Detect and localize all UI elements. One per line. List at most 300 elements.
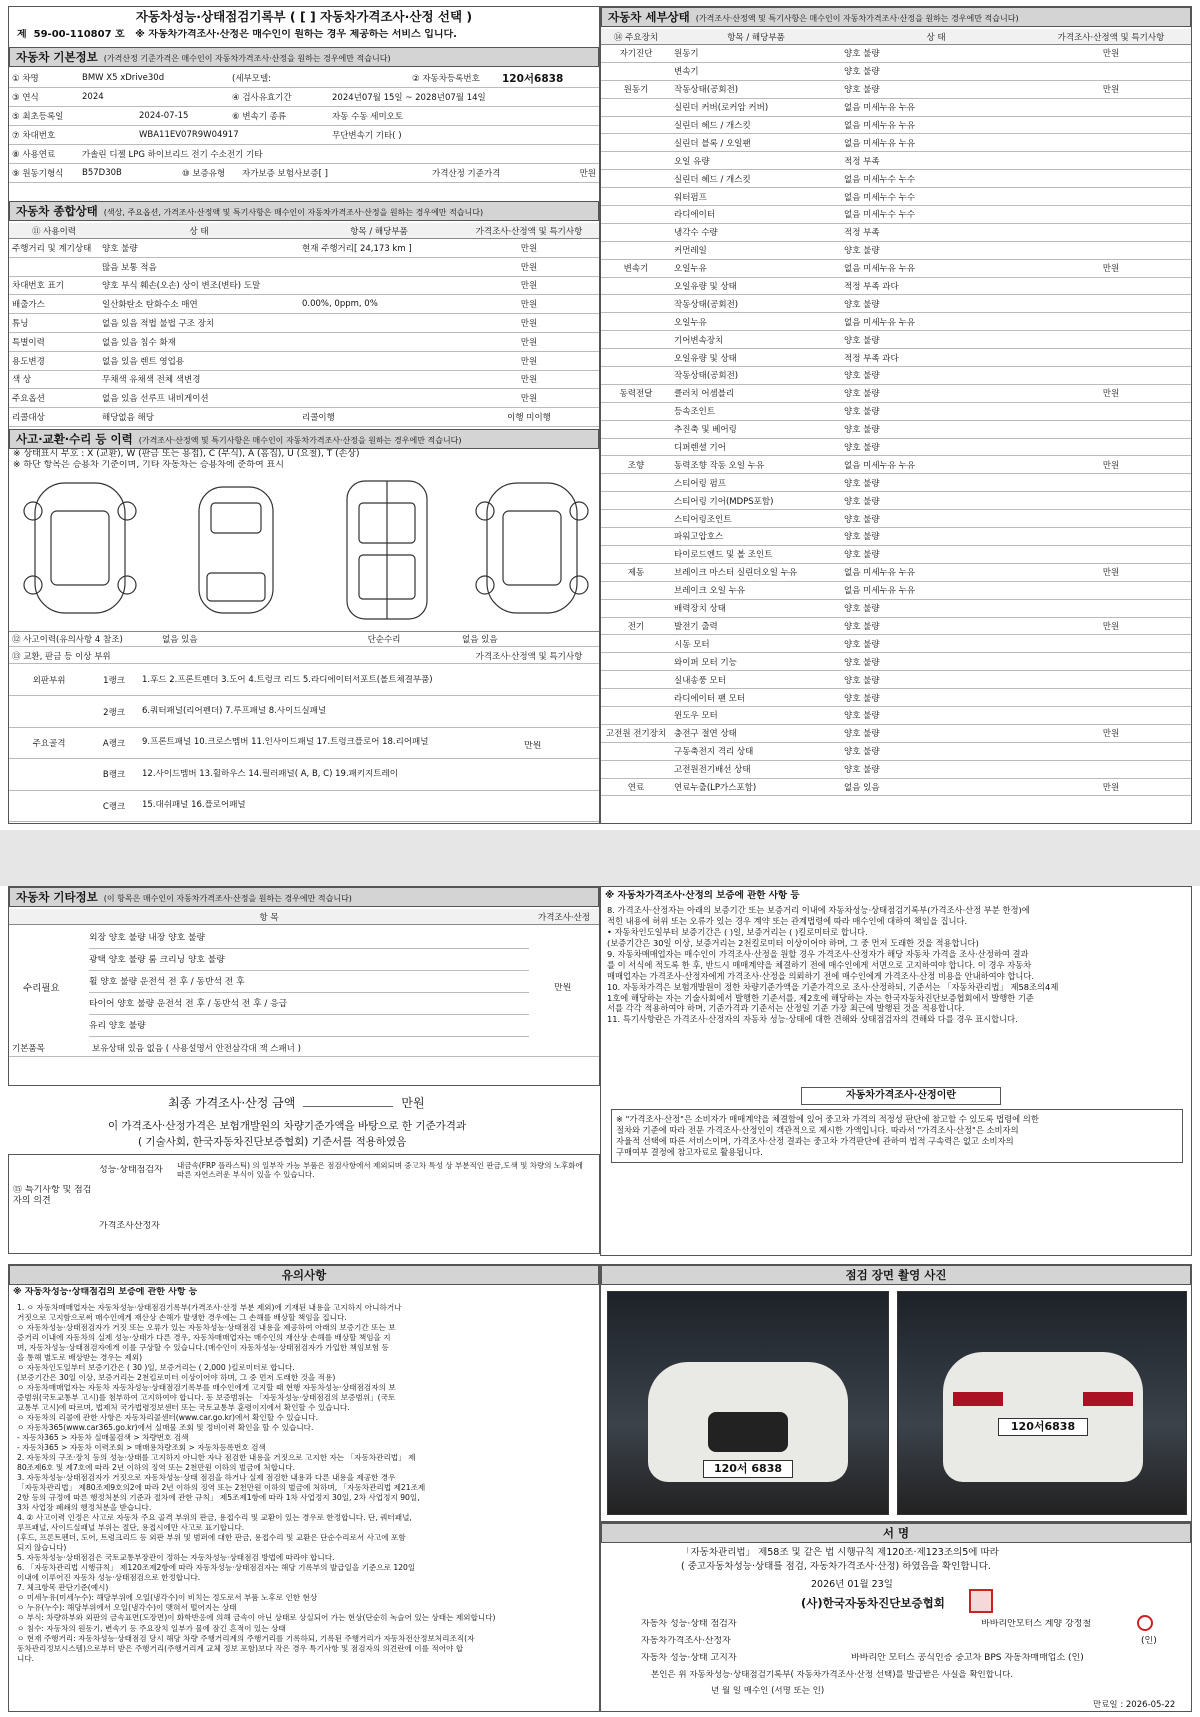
detail-price: 만원 — [1102, 782, 1120, 793]
rear-plate: 120서6838 — [998, 1418, 1088, 1436]
detail-item: 실린더 커버(로커암 커버) — [674, 103, 769, 114]
sign-org: (사)한국자동차진단보증협회 — [801, 1597, 945, 1610]
text-line: (보증기간은 30일 이상, 보증거리는 2천킬로미터 이상이어야 하며, 그 중 먼저 도래한 것을 적용) — [17, 1373, 336, 1383]
detail-row — [601, 134, 1191, 152]
detail-state: 양호 불량 — [844, 67, 880, 78]
overall-row — [9, 371, 599, 390]
detail-state: 양호 불량 — [844, 49, 880, 60]
detail-item: 등속조인트 — [674, 407, 716, 418]
detail-row — [601, 242, 1191, 260]
final-price-label: 최종 가격조사·산정 금액 — [168, 1096, 296, 1110]
overall-rows — [9, 239, 599, 427]
page-separator — [0, 830, 1200, 886]
parts-group: 외판부위 — [32, 676, 66, 687]
expiry-date: 만료일 : 2026-05-22 — [1093, 1700, 1176, 1710]
detail-row — [601, 779, 1191, 797]
text-line: 며, 자동차성능·상태점검자에게 이를 구상할 수 있습니다.(매수인이 자동차성능·상태점검자가 가입한 책임보험 등 — [17, 1343, 389, 1353]
text-line: 을 통해 별도로 배상받는 경우는 제외) — [17, 1353, 143, 1363]
detail-state: 없음 미세누유 누유 — [844, 121, 916, 131]
detail-state: 적정 부족 과다 — [844, 282, 899, 293]
overall-row — [9, 258, 599, 277]
text-line: 6. 「자동차관리법 시행규칙」 제120조제2항에 따라 자동차성능·상태점검자는 해당 기록부의 발급일을 기준으로 120일 — [17, 1563, 416, 1573]
parts-list: 15.대쉬패널 16.플로어패널 — [142, 800, 246, 811]
overall-row-price: 만원 — [520, 394, 538, 405]
text-line: 4. ② 사고이력 인정은 사고로 자동차 주요 골격 부위의 판금, 용접수리 및 교환이 있는 경우로 한정합니다. 단, 쿼터패널, — [17, 1513, 412, 1523]
detail-row — [601, 331, 1191, 349]
detail-row — [601, 403, 1191, 421]
photos-header: 점검 장면 촬영 사진 — [601, 1265, 1191, 1285]
detail-row — [601, 224, 1191, 242]
text-line: ㅇ 자동차365(www.car365.go.kr)에서 실매물 조회 및 정비이력 확인을 할 수 있습니다. — [17, 1423, 314, 1433]
detail-item: 오일유량 및 상태 — [674, 353, 737, 364]
parts-rank: 2랭크 — [103, 707, 125, 718]
detail-item: 커먼레일 — [674, 246, 707, 257]
other-rows — [89, 927, 529, 1037]
detail-item: 오일누유 — [674, 317, 707, 328]
fuel-options: 가솔린 디젤 LPG 하이브리드 전기 수소전기 기타 — [82, 150, 263, 160]
detail-item: 고전원전기배선 상태 — [674, 765, 751, 776]
detail-item: 실내송풍 모터 — [674, 675, 726, 686]
detail-group: 원동기 — [623, 85, 649, 96]
other-row: 유리 양호 불량 — [89, 1015, 529, 1037]
detail-row — [601, 671, 1191, 689]
right-column — [600, 6, 1192, 824]
detail-item: 실린더 헤드 / 개스킷 — [674, 174, 751, 185]
detail-item: 작동상태(공회전) — [674, 299, 739, 310]
text-line: 5. 자동차성능·상태점검은 국토교통부장관이 정하는 자동차성능·상태점검 방법에 따라야 합니다. — [17, 1553, 335, 1563]
overall-row-state: 양호 부식 훼손(오손) 상이 변조(변타) 도말 — [102, 281, 261, 292]
basic-info-header: 자동차 기본정보 (가격산정 기준가격은 매수인이 자동차가격조사·산정을 원하는 경우에만 적습니다) — [9, 47, 599, 67]
text-line: 교통부 고시)에 따르며, 법제처 국가법령정보센터 또는 국토교통부 훈령이지에서 확인할 수 있습니다. — [17, 1403, 350, 1413]
text-line: ※ "가격조사·산정"은 소비자가 매매계약을 체결함에 있어 중고차 가격의 적정성 판단에 참고할 수 있도록 법령에 의한 — [616, 1114, 1039, 1124]
overall-row-label: 주행거리 및 계기상태 — [12, 243, 92, 254]
detail-state: 양호 불량 — [844, 407, 880, 418]
overall-row-price: 만원 — [520, 243, 538, 254]
price-warranty-section: ※ 자동차가격조사·산정의 보증에 관한 사항 등 8. 가격조사·산정자는 아래의 보증기간 또는 보증거리 이내에 자동차성능·상태점검기록부(가격조사·산정 부분 한정)에 적힌 내용에 허위 또는 오류가 있는 경우 계약 또는 관계법령에 따라 매수인에 대하여 책임을 집니다. • 자동차인도일부터 보증기간은 ( )일, 보증거리는 ( )킬로미터로 합니다. (보증기간은 30일 이상, 보증거리는 2천킬로미터 이상이어야 하며, 그 중 먼저 도래한 것을 적용합니다) 9. 자동차매매업자는 매수인이 가격조사·산정을 원할 경우 가격조사·산정자가 해당 자동차 가격을 조사·산정하여 결과 를 이 서식에 적도록 한 후, 반드시 매매계약을 체결하기 전에 매수인에게 서면으로 고지하여야 합니다. 이 경우 자동차 매매업자는 가격조사·산정자에게 가격조사·산정을 의뢰하기 전에 매수인에게 가격조사·산정 비용을 안내하여야 합니다. 10. 자동차가격은 보험개발원이 정한 차량기준가액을 기준가격으로 조사·산정하되, 기준서는 「자동차관리법」 제58조의4제 1호에 해당하는 자는 기술사회에서 발행한 기준서를, 제2호에 해당하는 자는 한국자동차진단보증협회에서 발행한 기준 서를 각각 적용하여야 하며, 기준가격과 기준서는 산정일 기준 가장 최근에 발행된 것을 적용합니다. 11. 특기사항란은 가격조사·산정자의 자동차 성능·상태에 대한 견해와 상태점검자의 견해와 다를 경우 표시합니다. 자동차가격조사·산정이란 ※ "가격조사·산정"은 소비자가 매매계약을 체결함에 있어 중고차 가격의 적정성 판단에 참고할 수 있도록 법령에 의한 절차와 기준에 따라 전문 가격조사·산정인이 객관적으로 제시한 가액입니다. 따라서 "가격조사·산정"은 소비자의 자율적 선택에 따른 서비스이며, 가격조사·산정 결과는 중고차 가격판단에 관하여 법적 구속력은 없고 소비자의 구매여부 결정에 참고자료로 활용됩니다. — [600, 886, 1192, 1256]
detail-item: 배력장치 상태 — [674, 604, 726, 615]
overall-row-price: 만원 — [520, 300, 538, 311]
overall-row-label: 배출가스 — [12, 300, 45, 311]
parts-rows — [9, 665, 599, 822]
detail-state: 양호 불량 — [844, 729, 880, 740]
detail-state: 없음 미세누수 누수 — [844, 174, 916, 185]
detail-price: 만원 — [1102, 621, 1120, 632]
overall-state-table: ⑪ 사용이력 상 태 항목 / 해당부품 가격조사·산정액 및 특기사항 주행거리 및 계기상태 양호 불량 현재 주행거리[ 24,173 km ] 만원 많음 보통 적음 만원 차대번호 표기 양호 부식 훼손(오손) 상이 변조(변타) 도말 만원 배출가스 일산화탄소 탄화수소 매연 0.00%, 0ppm, 0% 만원 튜닝 없음 있음 적법 불법 구조 장치 만원 특별이력 없음 있음 침수 화재 만원 용도변경 없음 있음 렌트 영업용 만원 색 상 무채색 유채색 전체 색변경 만원 주요옵션 없음 있음 선루프 내비게이션 만원 리콜대상 해당없음 해당 리콜이행 이행 미이행 — [9, 223, 599, 429]
text-line: 구매여부 결정에 참고자료로 활용됩니다. — [616, 1146, 763, 1157]
detail-price: 만원 — [1102, 460, 1120, 471]
detail-state: 없음 미세누유 누유 — [844, 264, 916, 275]
overall-state-header: 자동차 종합상태 (색상, 주요옵션, 가격조사·산정액 및 특기사항은 매수인이 자동차가격조사·산정을 원하는 경우에만 적습니다) — [9, 201, 599, 221]
overall-row-label: 색 상 — [12, 375, 32, 386]
detail-state: 없음 미세누수 누수 — [844, 210, 916, 221]
detail-row — [601, 618, 1191, 636]
detail-state: 양호 불량 — [844, 765, 880, 776]
car-side-right-diagram — [476, 483, 588, 613]
detail-item: 변속기 — [674, 67, 699, 78]
parts-list: 12.사이드멤버 13.휠하우스 14.필러패널( A, B, C) 19.패키지트레이 — [142, 768, 398, 779]
detail-rows — [601, 45, 1191, 796]
accident-legend-2: ※ 하단 항목은 승용차 기준이며, 기타 자동차는 승용차에 준하여 표시 — [13, 460, 284, 470]
signature-section: 서 명 「자동차관리법」 제58조 및 같은 법 시행규칙 제120조·제123조의5에 따라 ( 중고자동차성능·상태를 점검, 자동차가격조사·산정) 하였음을 확인합니다. 2026년 01월 23일 (사)한국자동차진단보증협회 자동차 성능·상태 점검자 바바리안모터스 계양 강정철 자동차가격조사·산정자 (인) 자동차 성능·상태 고지자 바바리안 모터스 공식인증 중고차 BPS 자동차매매업소 (인) 본인은 위 자동차성능·상태점검기록부( 자동차가격조사·산정 선택)를 발급받은 사실을 확인합니다. 년 월 일 매수인 (서명 또는 인) 만료일 : 2026-05-22 — [600, 1522, 1192, 1712]
overall-row — [9, 277, 599, 296]
text-line: ㅇ 자동차매매업자는 자동차 자동차성능·상태점검기록부를 매수인에게 고지할 때 현행 자동차성능·상태점검자의 보 — [17, 1383, 396, 1393]
inspection-page-2 — [0, 886, 1200, 1717]
other-row: 광택 양호 불량 룸 크리닝 양호 불량 — [89, 949, 529, 971]
detail-item: 추진축 및 베어링 — [674, 425, 737, 436]
detail-row — [601, 349, 1191, 367]
detail-state: 양호 불량 — [844, 299, 880, 310]
detail-item: 오일유량 및 상태 — [674, 282, 737, 293]
detail-row — [601, 600, 1191, 618]
text-line: 증범위(국토교통부 고시)를 첨부하여 고지하여야 합니다. 동 보증범위는 「자동차성능·상태점검의 보증범위」(국토 — [17, 1393, 396, 1403]
detail-group: 조향 — [627, 460, 645, 471]
text-line: 적힌 내용에 허위 또는 오류가 있는 경우 계약 또는 관계법령에 따라 매수인에 대하여 책임을 집니다. — [607, 915, 968, 926]
detail-row — [601, 45, 1191, 63]
detail-state: 없음 미세누유 누유 — [844, 138, 916, 149]
text-line: 매매업자는 가격조사·산정자에게 가격조사·산정을 의뢰하기 전에 매수인에게 가격조사·산정 비용을 안내하여야 합니다. — [607, 970, 1035, 981]
detail-row — [601, 421, 1191, 439]
detail-price: 만원 — [1102, 264, 1120, 275]
parts-list: 6.쿼터패널(리어펜더) 7.루프패널 8.사이드실패널 — [142, 706, 327, 717]
parts-list: 9.프론트패널 10.크로스멤버 11.인사이드패널 17.트렁크플로어 18.리어패널 — [142, 737, 429, 748]
detail-item: 시동 모터 — [674, 639, 710, 650]
overall-row-label: 주요옵션 — [12, 394, 45, 405]
detail-item: 실린더 블록 / 오일팬 — [674, 138, 751, 149]
detail-state: 양호 불량 — [844, 85, 880, 96]
detail-price: 만원 — [1102, 389, 1120, 400]
detail-state: 양호 불량 — [844, 532, 880, 543]
detail-state: 양호 불량 — [844, 639, 880, 650]
text-line: ㅇ 자동차성능·상태점검자가 거짓 또는 오류가 있는 자동차성능·상태점검 내용을 제공하여 아래의 보증기간 또는 보 — [17, 1323, 396, 1333]
parts-rank: 1랭크 — [103, 676, 125, 687]
detail-item: 윈도우 모터 — [674, 711, 718, 722]
detail-state: 양호 불량 — [844, 693, 880, 704]
other-info-header: 자동차 기타정보 (이 항목은 매수인이 자동차가격조사·산정을 원하는 경우에만 적습니다) — [9, 887, 599, 907]
text-line: 1. ㅇ 자동차매매업자는 자동차성능·상태점검기록부(가격조사·산정 부분 제외)에 기재된 내용을 고지하지 아니하거나 — [17, 1303, 402, 1312]
overall-row-state: 무채색 유채색 전체 색변경 — [102, 375, 201, 386]
inspection-validity: 2024년07월 15일 ~ 2028년07월 14일 — [332, 93, 486, 103]
detail-row — [601, 295, 1191, 313]
doc-number: 59-00-110807 — [33, 29, 112, 40]
vin-value: WBA11EV07R9W04917 — [139, 130, 239, 140]
price-definition-text — [611, 1109, 1183, 1163]
rear-photo — [897, 1291, 1187, 1515]
detail-row — [601, 689, 1191, 707]
detail-item: 스티어링 기어(MDPS포함) — [674, 496, 774, 507]
inspector-seal — [1137, 1615, 1153, 1631]
detail-row — [601, 81, 1191, 99]
overall-row-price: 만원 — [520, 319, 538, 330]
car-rear-body — [943, 1352, 1143, 1482]
detail-state: 양호 불량 — [844, 747, 880, 758]
overall-row-state: 없음 있음 선루프 내비게이션 — [102, 394, 209, 405]
overall-row-price: 만원 — [520, 356, 538, 367]
basic-info-table: ① 차명 BMW X5 xDrive30d (세부모델: ② 자동차등록번호 120서6838 ③ 연식 2024 ④ 검사유효기간 2024년07월 15일 ~ 2028년07월 14일 ⑤ 최초등록일 2024-07-15 ⑥ 변속기 종류 자동 수동 세미오토 ⑦ 차대번호 WBA11EV07R9W04917 무단변속기 기타( ) ⑧ 사용연료 가솔린 디젤 LPG 하이브리드 전기 수소전기 기타 ⑨ 원동기형식 B57D30B ⑩ 보증유형 자가보증 보험사보증[ ] 가격산정 기준가격 만원 — [9, 69, 599, 201]
detail-item: 충전구 절연 상태 — [674, 729, 737, 740]
detail-state: 양호 불량 — [844, 514, 880, 525]
text-line: 3차 사업장 폐쇄의 행정처분을 받습니다. — [17, 1503, 152, 1513]
text-line: ㅇ 침수: 자동차의 원동기, 변속기 등 주요장치 일부가 물에 잠긴 흔적이 있는 상태 — [17, 1623, 286, 1633]
text-line: 「자동차관리법」 제80조제9호의2에 따라 2년 이하의 징역 또는 2천만원 이하의 벌금에 처하며, 「자동차관리법 제21조제 — [17, 1483, 426, 1493]
overall-row-state: 없음 있음 적법 불법 구조 장치 — [102, 319, 215, 330]
text-line: 7. 체크항목 판단기준(예시) — [17, 1583, 109, 1593]
text-line: 80조제6호 및 제7호에 따라 2년 이하의 징역 또는 2천만원 이하의 벌금에 처합니다. — [17, 1463, 296, 1473]
car-top-diagram — [347, 481, 427, 619]
detail-state: 없음 미세누유 누유 — [844, 317, 916, 328]
car-side-left-diagram — [24, 483, 136, 613]
parts-row — [9, 791, 599, 822]
detail-item: 냉각수 수량 — [674, 228, 718, 239]
overall-row — [9, 295, 599, 314]
detail-row — [601, 63, 1191, 81]
detail-item: 작동상태(공회전) — [674, 85, 739, 96]
detail-row — [601, 761, 1191, 779]
detail-item: 브레이크 마스터 실린더오일 누유 — [674, 568, 798, 579]
detail-state: 양호 불량 — [844, 371, 880, 382]
detail-row — [601, 707, 1191, 725]
detail-item: 와이퍼 모터 기능 — [674, 657, 737, 668]
overall-row — [9, 389, 599, 408]
final-price-section: 최종 가격조사·산정 금액 만원 이 가격조사·산정가격은 보험개발원의 차량기준가액을 바탕으로 한 기준가격과 ( 기술사회, 한국자동차진단보증협회) 기준서를 적용하였음 ⑮ 특기사항 및 점검자의 의견 성능·상태점검자 내금속(FRP 플라스틱) 의 일부작 가능 부품은 점검사항에서 제외되며 중고차 특성 상 부분적인 판금,도색 및 차량의 노후화에 따른 자연스러운 부식이 있을 수 있습니다. 가격조사산정자 — [8, 1086, 600, 1256]
overall-row-label: 튜닝 — [12, 319, 29, 330]
signature-header: 서 명 — [601, 1523, 1191, 1543]
detail-row — [601, 564, 1191, 582]
detail-row — [601, 385, 1191, 403]
reg-number: 120서6838 — [502, 72, 564, 85]
text-line: - 자동차365 > 자동차 이력조회 > 매매용차량조회 > 자동차등록번호 검색 — [17, 1443, 266, 1453]
text-line: ㅇ 누유(누수): 해당부위에서 오일(냉각수)이 맺혀서 떨어지는 상태 — [17, 1603, 237, 1613]
detail-state-header: 자동차 세부상태 (가격조사·산정액 및 특기사항은 매수인이 자동차가격조사·산정을 원하는 경우에만 적습니다) — [601, 7, 1191, 27]
detail-item: 워터펌프 — [674, 192, 707, 203]
text-line: 절차와 기준에 따라 전문 가격조사·산정인이 객관적으로 제시한 가액입니다. 따라서 "가격조사·산정"은 소비자의 — [616, 1124, 1019, 1135]
detail-state: 양호 불량 — [844, 496, 880, 507]
overall-row-item: 리콜이행 — [302, 413, 335, 424]
text-line: ㅇ 부식: 차량하부와 외판의 금속표면(도장면)이 화학반응에 의해 금속이 아닌 상태로 상실되어 가는 현상(단순히 녹슬어 있는 상태는 제외합니다) — [17, 1613, 496, 1623]
text-line: ㅇ 현재 주행거리: 자동차성능·상태점검 당시 해당 차량 주행거리계의 주행거리를 기록하되, 기록된 주행거리가 자동차전산정보처리조직(자 — [17, 1633, 475, 1643]
text-line: 10. 자동차가격은 보험개발원이 정한 차량기준가액을 기준가격으로 조사·산정하되, 기준서는 「자동차관리법」 제58조의4제 — [607, 981, 1059, 992]
parts-header-row: ⑬ 교환, 판금 등 이상 부위 가격조사·산정액 및 특기사항 — [9, 648, 599, 664]
detail-row — [601, 725, 1191, 743]
detail-row — [601, 474, 1191, 492]
detail-group: 제동 — [627, 568, 645, 579]
text-line: 서를 각각 적용하여야 하며, 기준가격과 기준서는 산정일 기준 가장 최근에 발행된 것을 적용합니다. — [607, 1003, 965, 1014]
parts-row — [9, 728, 599, 759]
vehicle-diagram — [17, 473, 593, 627]
accident-history-row: ⑫ 사고이력(유의사항 4 참조) 없음 있음 단순수리 없음 있음 — [9, 631, 599, 647]
text-line: 11. 특기사항란은 가격조사·산정자의 자동차 성능·상태에 대한 견해와 상태점검자의 견해와 다를 경우 표시합니다. — [607, 1014, 1018, 1025]
overall-row-state: 많음 보통 적음 — [102, 262, 157, 273]
other-row: 외장 양호 불량 내장 양호 불량 — [89, 927, 529, 949]
parts-rank: C랭크 — [102, 801, 126, 812]
sign-date: 2026년 01월 23일 — [811, 1579, 893, 1590]
detail-item: 타이로드엔드 및 볼 조인트 — [674, 550, 773, 561]
detail-item: 기어변속장치 — [674, 335, 724, 346]
front-plate: 120서 6838 — [703, 1460, 793, 1478]
detail-state: 없음 미세누유 누유 — [844, 586, 916, 597]
overall-row-price: 만원 — [520, 262, 538, 273]
detail-state: 양호 불량 — [844, 711, 880, 722]
text-line: 증거리 이내에 자동차의 실제 성능·상태가 다른 경우, 자동차매매업자는 매수인의 재산상 손해를 배상할 책임을 지 — [17, 1333, 391, 1343]
detail-item: 오일누유 — [674, 264, 707, 275]
detail-row — [601, 492, 1191, 510]
text-line: 이내에 이루어진 자동차 성능·상태점검으로 한정합니다. — [17, 1573, 201, 1583]
parts-row — [9, 665, 599, 696]
detail-item: 스티어링 펌프 — [674, 478, 726, 489]
parts-group: 주요골격 — [32, 738, 66, 749]
notice-section: 유의사항 ※ 자동차성능·상태점검의 보증에 관한 사항 등 1. ㅇ 자동차매매업자는 자동차성능·상태점검기록부(가격조사·산정 부분 제외)에 기재된 내용을 고지하지 아니하거나 거짓으로 고지함으로써 매수인에게 재산상 손해가 발생한 경우에는 그 손해를 배상할 책임을 집니다. ㅇ 자동차성능·상태점검자가 거짓 또는 오류가 있는 자동차성능·상태점검 내용을 제공하여 아래의 보증기간 또는 보 증거리 이내에 자동차의 실제 성능·상태가 다른 경우, 자동차매매업자는 매수인의 재산상 손해를 배상할 책임을 지 며, 자동차성능·상태점검자에게 이를 구상할 수 있습니다.(매수인이 자동차성능·상태점검자가 가입한 책임보험 등 을 통해 별도로 배상받는 경우는 제외) ㅇ 자동차인도일부터 보증기간은 ( 30 )일, 보증거리는 ( 2,000 )킬로미터로 합니다. (보증기간은 30일 이상, 보증거리는 2천킬로미터 이상이어야 하며, 그 중 먼저 도래한 것을 적용) ㅇ 자동차매매업자는 자동차 자동차성능·상태점검기록부를 매수인에게 고지할 때 현행 자동차성능·상태점검자의 보 증범위(국토교통부 고시)를 첨부하여 고지하여야 합니다. 동 보증범위는 「자동차성능·상태점검의 보증범위」(국토 교통부 고시)에 따르며, 법제처 국가법령정보센터 또는 국토교통부 훈령이지에서 확인할 수 있습니다. ㅇ 자동차의 리콜에 관한 사항은 자동차리콜센터(www.car.go.kr)에서 확인할 수 있습니다. ㅇ 자동차365(www.car365.go.kr)에서 실매물 조회 및 정비이력 확인을 할 수 있습니다. - 자동차365 > 자동차 실매물검색 > 차량번호 검색 - 자동차365 > 자동차 이력조회 > 매매용차량조회 > 자동차등록번호 검색 2. 자동차의 구조·장치 등의 성능·상태를 고지하지 아니한 자나 점검한 내용을 거짓으로 고지한 자는 「자동차관리법」 제 80조제6호 및 제7호에 따라 2년 이하의 징역 또는 2천만원 이하의 벌금에 처합니다. 3. 자동차성능·상태점검자가 거짓으로 자동차성능·상태 점검을 하거나 실제 점검한 내용과 다른 내용을 제공한 경우 「자동차관리법」 제80조제9호의2에 따라 2년 이하의 징역 또는 2천만원 이하의 벌금에 처하며, 「자동차관리법 제21조제 2항 등의 규정에 따른 행정처분의 기준과 절차에 관한 규칙」 제5조제1항에 따라 1차 사업정지 30일, 2차 사업정지 90일, 3차 사업장 폐쇄의 행정처분을 받습니다. 4. ② 사고이력 인정은 사고로 자동차 주요 골격 부위의 판금, 용접수리 및 교환이 있는 경우로 한정합니다. 단, 쿼터패널, 루프패널, 사이드실패널 부위는 절단, 용접시에만 사고로 표기합니다. (후드, 프론트펜더, 도어, 트렁크리드 등 외판 부위 및 범퍼에 대한 판금, 용접수리 및 교환은 단순수리로서 사고에 포함 되지 않습니다) 5. 자동차성능·상태점검은 국토교통부장관이 정하는 자동차성능·상태점검 방법에 따라야 합니다. 6. 「자동차관리법 시행규칙」 제120조제2항에 따라 자동차성능·상태점검자는 해당 기록부의 발급일을 기준으로 120일 이내에 이루어진 자동차 성능·상태점검으로 한정합니다. 7. 체크항목 판단기준(예시) ㅇ 미세누유(미세누수): 해당부위에 오일(냉각수)이 비치는 정도로서 부품 노후로 인한 현상 ㅇ 누유(누수): 해당부위에서 오일(냉각수)이 맺혀서 떨어지는 상태 ㅇ 부식: 차량하부와 외판의 금속표면(도장면)이 화학반응에 의해 금속이 아닌 상태로 상실되어 가는 현상(단순히 녹슬어 있는 상태는 제외합니다) ㅇ 침수: 자동차의 원동기, 변속기 등 주요장치 일부가 물에 잠긴 흔적이 있는 상태 ㅇ 현재 주행거리: 자동차성능·상태점검 당시 해당 차량 주행거리계의 주행거리를 기록하되, 기록된 주행거리가 자동차전산정보처리조직(자 동차관리정보시스템)으로부터 받은 주행거리(주행거리계 교체 정보 포함)보다 작은 경우 특기사항 및 점검자의 의견란에 이를 적어야 합 니다. — [8, 1264, 600, 1712]
detail-item: 실린더 헤드 / 개스킷 — [674, 121, 751, 131]
parts-row — [9, 759, 599, 790]
model-value: BMW X5 xDrive30d — [82, 73, 165, 83]
parts-rank: A랭크 — [102, 738, 126, 749]
overall-row-label: 차대번호 표기 — [12, 281, 64, 292]
detail-item: 라디에이터 — [674, 210, 716, 221]
parts-rank: B랭크 — [102, 770, 126, 781]
left-column — [8, 6, 600, 824]
detail-item: 구동축전지 격리 상태 — [674, 747, 754, 758]
detail-group: 동력전달 — [619, 389, 653, 400]
basic-items-row: 기본품목 보유상태 있음 없음 ( 사용설명서 안전삼각대 잭 스패너 ) — [9, 1039, 599, 1057]
overall-row-label: 리콜대상 — [12, 413, 45, 424]
overall-row-label: 특별이력 — [12, 337, 45, 348]
detail-state: 없음 미세누수 누수 — [844, 192, 916, 203]
detail-row — [601, 510, 1191, 528]
car-grille — [708, 1412, 788, 1452]
inspection-page-1 — [0, 0, 1200, 830]
text-line: 3. 자동차성능·상태점검자가 거짓으로 자동차성능·상태 점검을 하거나 실제 점검한 내용과 다른 내용을 제공한 경우 — [17, 1473, 396, 1483]
detail-group: 전기 — [627, 621, 645, 632]
text-line: • 자동차인도일부터 보증기간은 ( )일, 보증거리는 ( )킬로미터로 합니다. — [607, 926, 868, 937]
detail-state: 없음 미세누유 누유 — [844, 460, 916, 471]
detail-price: 만원 — [1102, 729, 1120, 740]
opinion-table: ⑮ 특기사항 및 점검자의 의견 성능·상태점검자 내금속(FRP 플라스틱) 의 일부작 가능 부품은 점검사항에서 제외되며 중고차 특성 상 부분적인 판금,도색 및 차량의 노후화에 따른 자연스러운 부식이 있을 수 있습니다. 가격조사산정자 — [8, 1154, 600, 1254]
text-line: ㅇ 자동차의 리콜에 관한 사항은 자동차리콜센터(www.car.go.kr)에서 확인할 수 있습니다. — [17, 1413, 318, 1423]
text-line: 2. 자동차의 구조·장치 등의 성능·상태를 고지하지 아니한 자나 점검한 내용을 거짓으로 고지한 자는 「자동차관리법」 제 — [17, 1453, 416, 1463]
overall-row-state: 해당없음 해당 — [102, 413, 154, 424]
overall-row — [9, 239, 599, 258]
detail-state: 적정 부족 과다 — [844, 353, 899, 364]
accident-legend-1: ※ 상태표시 부호 : X (교환), W (판금 또는 용접), C (부식), A (흠집), U (요철), T (손상) — [13, 449, 360, 459]
tail-light-left — [953, 1392, 1003, 1406]
overall-row-item: 0.00%, 0ppm, 0% — [302, 299, 378, 310]
overall-row-state: 없음 있음 침수 화재 — [102, 337, 176, 348]
detail-item: 라디에이터 팬 모터 — [674, 693, 746, 704]
overall-row-item: 현재 주행거리[ 24,173 km ] — [302, 243, 412, 254]
detail-row — [601, 743, 1191, 761]
detail-price: 만원 — [1102, 49, 1120, 60]
text-line: (후드, 프론트펜더, 도어, 트렁크리드 등 외판 부위 및 범퍼에 대한 판금, 용접수리 및 교환은 단순수리로서 사고에 포함 — [17, 1533, 406, 1543]
price-definition-title: 자동차가격조사·산정이란 — [801, 1087, 1001, 1105]
other-row: 휠 양호 불량 운전석 전 후 / 동반석 전 후 — [89, 971, 529, 993]
detail-row — [601, 367, 1191, 385]
detail-row — [601, 439, 1191, 457]
overall-row — [9, 314, 599, 333]
accident-header: 사고·교환·수리 등 이력 (가격조사·산정액 및 특기사항은 매수인이 자동차가격조사·산정을 원하는 경우에만 적습니다) — [9, 429, 599, 449]
detail-state: 양호 불량 — [844, 675, 880, 686]
detail-state: 없음 있음 — [844, 782, 880, 793]
text-line: 8. 가격조사·산정자는 아래의 보증기간 또는 보증거리 이내에 자동차성능·상태점검기록부(가격조사·산정 부분 한정)에 — [607, 905, 1030, 915]
overall-row-price: 만원 — [520, 281, 538, 292]
front-photo — [607, 1291, 889, 1515]
detail-row — [601, 206, 1191, 224]
parts-table: 외판부위 1랭크 1.후드 2.프론트펜더 3.도어 4.트렁크 리드 5.라디에이터서포트(볼트체결부품) 2랭크 6.쿼터패널(리어펜더) 7.루프패널 8.사이드실패널 주요골격 A랭크 9.프론트패널 10.크로스멤버 11.인사이드패널 17.트렁크플로어 18.리어패널 B랭크 12.사이드멤버 13.휠하우스 14.필러패널( A, B, C) 19.패키지트레이 C랭크 15.대쉬패널 16.플로어패널 만원 — [9, 665, 599, 823]
detail-row — [601, 117, 1191, 135]
overall-row-state: 양호 불량 — [102, 243, 138, 254]
parts-list: 1.후드 2.프론트펜더 3.도어 4.트렁크 리드 5.라디에이터서포트(볼트체결부품) — [142, 674, 433, 685]
detail-state: 양호 불량 — [844, 389, 880, 400]
detail-price: 만원 — [1102, 85, 1120, 96]
tail-light-right — [1083, 1392, 1133, 1406]
detail-price: 만원 — [1102, 568, 1120, 579]
text-line: 자율적 선택에 따른 서비스이며, 가격조사·산정 결과는 중고차 가격판단에 관하여 법적 구속력은 없고 소비자의 — [616, 1135, 1014, 1146]
text-line: 1호에 해당하는 자는 기술사회에서 발행한 기준서를, 제2호에 해당하는 자는 한국자동차진단보증협회에서 발행한 기준 — [607, 992, 1034, 1003]
detail-state: 양호 불량 — [844, 657, 880, 668]
detail-item: 파워고압호스 — [674, 532, 724, 543]
detail-row — [601, 152, 1191, 170]
price-warranty-text — [607, 905, 1187, 1025]
detail-row — [601, 528, 1191, 546]
text-line: 를 이 서식에 적도록 한 후, 반드시 매매계약을 체결하기 전에 매수인에게 서면으로 고지하여야 합니다. 이 경우 자동차 — [607, 959, 1032, 970]
detail-row — [601, 278, 1191, 296]
detail-item: 클러치 어셈블리 — [674, 389, 735, 400]
detail-state-table: ⑭ 주요장치 항목 / 해당부품 상 태 가격조사·산정액 및 특기사항 자기진단 원동기 양호 불량 만원 변속기 양호 불량 원동기 작동상태(공회전) 양호 불량 만원 실린더 커버(로커암 커버) 없음 미세누유 누유 실린더 헤드 / 개스킷 없음 미세누유 누유 실린더 블록 / 오일팬 없음 미세누유 누유 오일 유량 적정 부족 실린더 헤드 / 개스킷 없음 미세누수 누수 워터펌프 없음 미세누수 누수 라디에이터 없음 미세누수 누수 냉각수 수량 적정 부족 커먼레일 양호 불량 변속기 오일누유 없음 미세누유 누유 만원 오일유량 및 상태 적정 부족 과다 작동상태(공회전) 양호 불량 오일누유 없음 미세누유 누유 기어변속장치 양호 불량 오일유량 및 상태 적정 부족 과다 작동상태(공회전) 양호 불량 동력전달 클러치 어셈블리 양호 불량 만원 등속조인트 양호 불량 추진축 및 베어링 양호 불량 디퍼렌셜 기어 양호 불량 조향 동력조향 작동 오일 누유 없음 미세누유 누유 만원 스티어링 펌프 양호 불량 스티어링 기어(MDPS포함) 양호 불량 스티어링조인트 양호 불량 파워고압호스 양호 불량 타이로드엔드 및 볼 조인트 양호 불량 제동 브레이크 마스터 실린더오일 누유 없음 미세누유 누유 만원 브레이크 오일 누유 없음 미세누유 누유 배력장치 상태 양호 불량 전기 발전기 출력 양호 불량 만원 시동 모터 양호 불량 와이퍼 모터 기능 양호 불량 실내송풍 모터 양호 불량 라디에이터 팬 모터 양호 불량 윈도우 모터 양호 불량 고전원 전기장치 충전구 절연 상태 양호 불량 만원 구동축전지 격리 상태 양호 불량 고전원전기배선 상태 양호 불량 연료 연료누출(LP가스포함) 없음 있음 만원 — [601, 29, 1191, 823]
detail-item: 브레이크 오일 누유 — [674, 586, 746, 597]
overall-row-price: 이행 미이행 — [507, 413, 551, 424]
parts-row — [9, 696, 599, 727]
org-seal — [969, 1589, 993, 1613]
overall-row — [9, 408, 599, 427]
detail-row — [601, 99, 1191, 117]
notice-text — [17, 1303, 597, 1664]
detail-state: 양호 불량 — [844, 443, 880, 454]
detail-item: 동력조향 작동 오일 누유 — [674, 460, 765, 471]
detail-state: 양호 불량 — [844, 550, 880, 561]
overall-row-price: 만원 — [520, 375, 538, 386]
overall-row-price: 만원 — [520, 337, 538, 348]
detail-row — [601, 260, 1191, 278]
car-front-diagram — [199, 487, 273, 613]
detail-item: 발전기 출력 — [674, 621, 718, 632]
detail-row — [601, 456, 1191, 474]
detail-row — [601, 635, 1191, 653]
text-line: 2항 등의 규정에 따른 행정처분의 기준과 절차에 관한 규칙」 제5조제1항에 따라 1차 사업정지 30일, 2차 사업정지 90일, — [17, 1493, 420, 1503]
detail-state: 양호 불량 — [844, 246, 880, 257]
text-line: 되지 않습니다) — [17, 1543, 67, 1553]
detail-state: 양호 불량 — [844, 604, 880, 615]
detail-group: 연료 — [627, 782, 645, 793]
detail-item: 디퍼렌셜 기어 — [674, 443, 726, 454]
detail-row — [601, 170, 1191, 188]
detail-item: 작동상태(공회전) — [674, 371, 739, 382]
text-line: 루프패널, 사이드실패널 부위는 절단, 용접시에만 사고로 표기합니다. — [17, 1523, 245, 1533]
detail-state: 양호 불량 — [844, 425, 880, 436]
text-line: ㅇ 자동차인도일부터 보증기간은 ( 30 )일, 보증거리는 ( 2,000 )킬로미터로 합니다. — [17, 1363, 295, 1373]
detail-row — [601, 188, 1191, 206]
photos-section — [600, 1264, 1192, 1522]
overall-row-state: 일산화탄소 탄화수소 매연 — [102, 300, 198, 311]
text-line: (보증기간은 30일 이상, 보증거리는 2천킬로미터 이상이어야 하며, 그 중 먼저 도래한 것을 적용합니다) — [607, 937, 979, 948]
detail-state: 적정 부족 — [844, 228, 880, 239]
text-line: ㅇ 미세누유(미세누수): 해당부위에 오일(냉각수)이 비치는 정도로서 부품 노후로 인한 현상 — [17, 1593, 318, 1603]
detail-group: 고전원 전기장치 — [605, 729, 667, 740]
doc-note: ※ 자동차가격조사·산정은 매수인이 원하는 경우 제공하는 서비스 입니다. — [135, 29, 457, 40]
notice-header: 유의사항 — [9, 1265, 599, 1285]
detail-group: 자기진단 — [619, 49, 653, 60]
detail-row — [601, 582, 1191, 600]
detail-state: 없음 미세누유 누유 — [844, 103, 916, 114]
text-line: 니다. — [17, 1653, 35, 1663]
detail-item: 연료누출(LP가스포함) — [674, 782, 757, 793]
